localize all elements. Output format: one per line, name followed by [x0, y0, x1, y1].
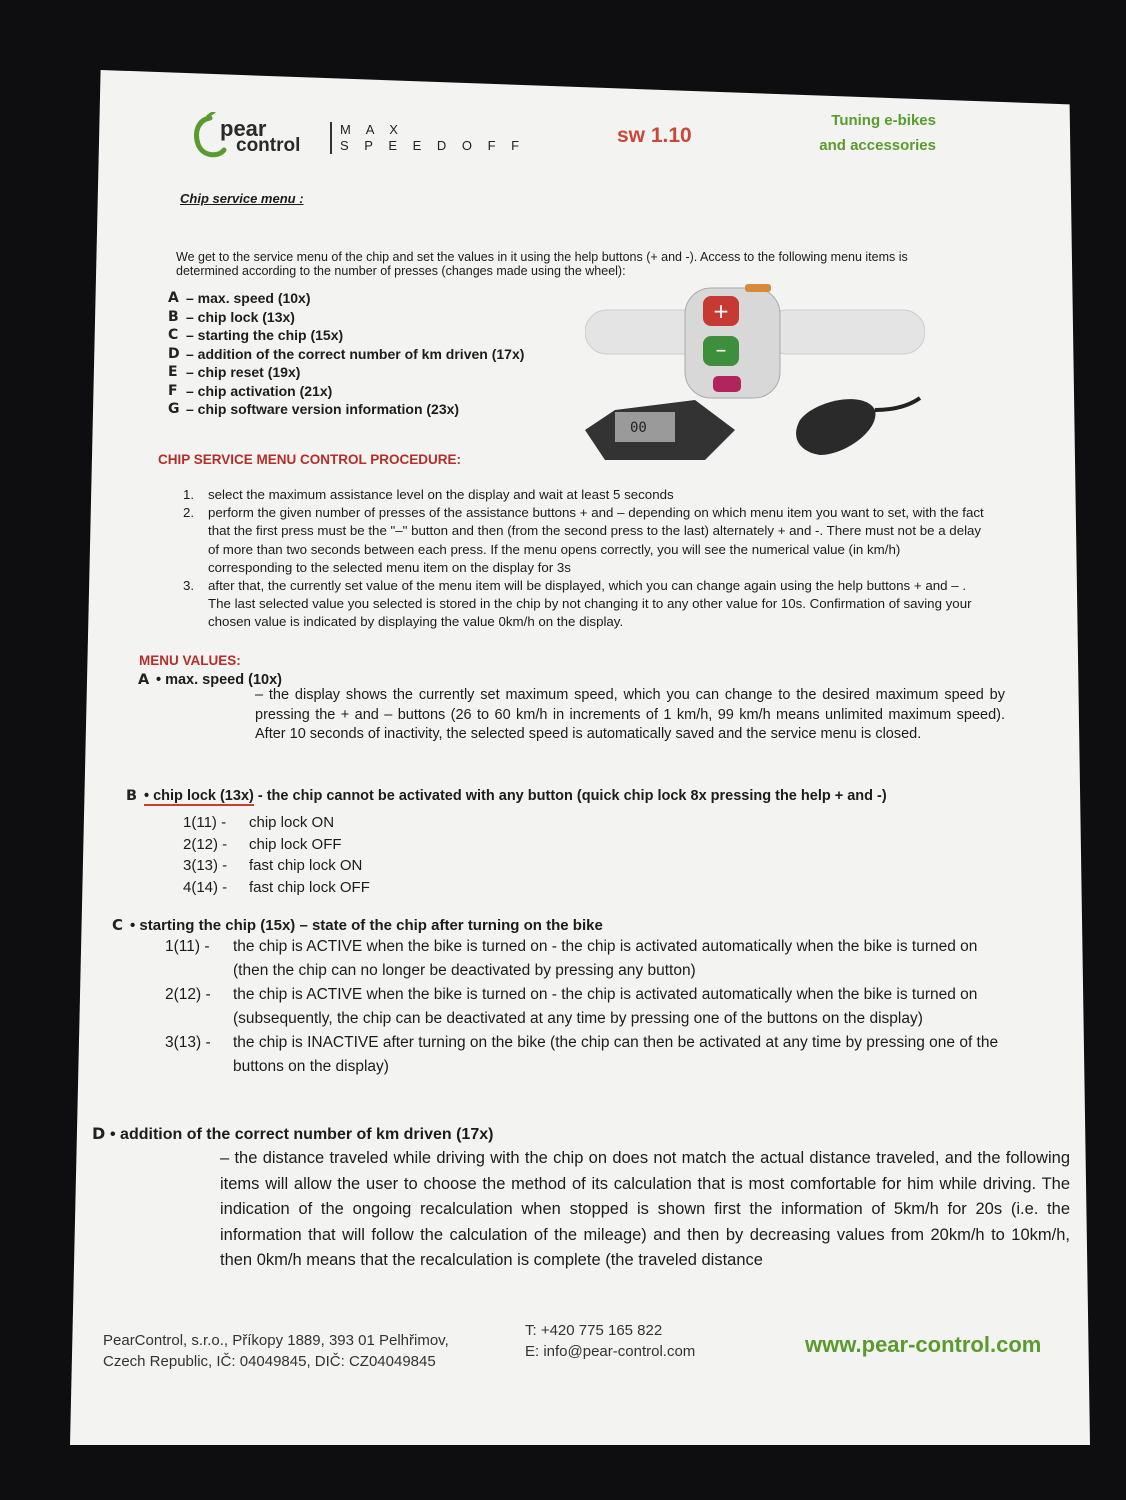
list-item — [183, 486, 988, 504]
list-item — [183, 855, 370, 877]
value-c-heading — [112, 916, 603, 934]
step-number: 2. — [183, 505, 195, 521]
list-item — [183, 504, 988, 577]
option-text: the chip is ACTIVE when the bike is turned on - the chip is activated automatically when the bike is turned on (then the chip can no longer be deactivated by pressing any button) — [233, 938, 978, 979]
tagline-line1: Tuning e-bikes — [831, 112, 936, 129]
list-item-text: – chip activation (21x) — [186, 382, 333, 399]
list-item-text: – chip reset (19x) — [186, 364, 301, 380]
option-key: 1(11) - — [165, 938, 210, 955]
value-a-description: – the display shows the currently set maximum speed, which you can change to the desired maximum speed by pressing the + and – buttons (26 to 60 km/h in increments of 1 km/h, 99 km/h means unlimited maximum speed). After 10 seconds of inactivity, the selected speed is automatically saved and the service menu is closed. — [255, 687, 1005, 742]
website-link: www.pear-control.com — [805, 1332, 1042, 1357]
value-b-heading — [126, 788, 887, 804]
option-text: fast chip lock ON — [249, 857, 363, 874]
tagline — [786, 108, 936, 158]
list-item — [183, 834, 370, 856]
list-item — [183, 877, 370, 899]
list-item — [165, 1031, 1010, 1079]
list-item — [183, 577, 988, 632]
letter-badge: D — [168, 345, 180, 362]
address-line1: PearControl, s.r.o., Příkopy 1889, 393 01 Pelhřimov, — [103, 1332, 449, 1349]
letter-badge: B — [168, 308, 179, 325]
value-c-options — [165, 935, 1010, 1079]
list-item-text: – chip lock (13x) — [186, 308, 295, 325]
value-b-title: • chip lock (13x) — [144, 788, 254, 804]
step-number: 1. — [183, 487, 195, 502]
option-text: fast chip lock OFF — [249, 878, 370, 896]
letter-badge: B — [126, 788, 138, 804]
value-b-options — [183, 812, 370, 898]
list-item — [168, 308, 524, 327]
section-title: Chip service menu : — [180, 191, 304, 206]
option-key: 2(12) - — [183, 835, 228, 853]
step-text: perform the given number of presses of the assistance buttons + and – depending on which menu item you want to set, with the fact that the first press must be the "–" button and then (from the second press to the last) alternately + and -. There must not be a delay of more than two seconds between each press. If the menu opens correctly, you will see the numerical value (in km/h) corresponding to the selected menu item on the display for 3s — [208, 505, 984, 575]
tagline-line2: and accessories — [819, 137, 936, 154]
svg-text:00: 00 — [630, 420, 647, 436]
list-item — [168, 289, 524, 308]
value-c-title: • starting the chip (15x) – state of the chip after turning on the bike — [130, 917, 603, 934]
menu-values-heading: MENU VALUES: — [139, 653, 241, 668]
pear-control-logo — [190, 112, 320, 160]
letter-badge: A — [138, 672, 150, 688]
list-item — [168, 382, 524, 401]
list-item — [168, 363, 524, 382]
value-a-title: • max. speed (10x) — [156, 672, 282, 688]
max-speed-off-label — [330, 122, 525, 154]
list-item — [165, 983, 1010, 1031]
step-text: after that, the currently set value of the menu item will be displayed, which you can change again using the help buttons + and – . The last selected value you selected is stored in the chip by not changing it to any other value for 10s. Confirmation of saving your chosen value is indicated by displaying the value 0km/h on the display. — [208, 578, 972, 630]
footer-contact — [525, 1320, 695, 1362]
option-text: the chip is INACTIVE after turning on the bike (the chip can then be activated at any time by pressing one of the buttons on the display) — [233, 1034, 999, 1075]
option-key: 2(12) - — [165, 986, 211, 1003]
phone: T: +420 775 165 822 — [525, 1322, 663, 1339]
letter-badge: D — [92, 1124, 106, 1143]
max-label-line2: S P E E D O F F — [340, 138, 526, 153]
list-item — [183, 812, 370, 834]
procedure-heading: CHIP SERVICE MENU CONTROL PROCEDURE: — [158, 452, 462, 467]
address-line2: Czech Republic, IČ: 04049845, DIČ: CZ04049845 — [103, 1353, 436, 1370]
logo-word-pear: pear — [220, 116, 267, 141]
letter-badge: E — [168, 364, 178, 380]
max-label-line1: M A X — [340, 122, 404, 137]
letter-badge: A — [168, 290, 179, 306]
svg-text:+: + — [712, 299, 730, 323]
footer-address — [103, 1330, 449, 1372]
list-item-text: – max. speed (10x) — [186, 290, 311, 306]
option-key: 4(14) - — [183, 878, 228, 896]
option-text: the chip is ACTIVE when the bike is turned on - the chip is activated automatically when the bike is turned on (subsequently, the chip can be deactivated at any time by pressing one of the buttons on the display) — [233, 986, 978, 1027]
list-item — [168, 400, 524, 419]
option-text: chip lock ON — [249, 814, 335, 831]
letter-badge: G — [168, 401, 180, 417]
step-text: select the maximum assistance level on the display and wait at least 5 seconds — [208, 487, 674, 502]
list-item-text: – addition of the correct number of km driven (17x) — [186, 345, 525, 362]
software-version: sw 1.10 — [617, 124, 692, 147]
ebike-controller-illustration — [585, 280, 925, 470]
list-item — [168, 326, 524, 345]
value-d-description: – the distance traveled while driving with the chip on does not match the actual distance traveled, and the following items will allow the user to choose the method of its calculation that is most comfortable for him while driving. The indication of the ongoing recalculation when stopped is shown first the information of 5km/h for 20s (i.e. the information that will follow the calculation of the mileage) and then by decreasing values from 20km/h to 10km/h, then 0km/h means that the recalculation is complete (the traveled distance — [220, 1149, 1070, 1269]
list-item-text: – chip software version information (23x) — [186, 401, 460, 417]
letter-badge: F — [168, 382, 178, 399]
option-key: 1(11) - — [183, 814, 227, 831]
logo-word-control: control — [236, 135, 301, 156]
intro-paragraph: We get to the service menu of the chip and set the values in it using the help buttons (+ and -). Access to the following menu items is determined according to the number of presses (changes made using the wheel): — [176, 250, 908, 278]
letter-badge: C — [112, 916, 124, 934]
menu-items-list — [168, 289, 524, 419]
svg-text:–: – — [715, 338, 727, 363]
value-d-title: • addition of the correct number of km driven (17x) — [110, 1126, 494, 1143]
letter-badge: C — [168, 327, 179, 343]
list-item — [165, 935, 1010, 983]
value-b-subtitle: - the chip cannot be activated with any button (quick chip lock 8x pressing the help + and -) — [253, 788, 887, 804]
value-d-heading — [92, 1124, 493, 1144]
option-text: chip lock OFF — [249, 835, 342, 853]
option-key: 3(13) - — [183, 857, 228, 874]
list-item — [168, 345, 524, 364]
email: E: info@pear-control.com — [525, 1343, 696, 1360]
step-number: 3. — [183, 578, 195, 594]
procedure-steps — [183, 486, 988, 632]
option-key: 3(13) - — [165, 1034, 211, 1051]
list-item-text: – starting the chip (15x) — [186, 327, 344, 343]
